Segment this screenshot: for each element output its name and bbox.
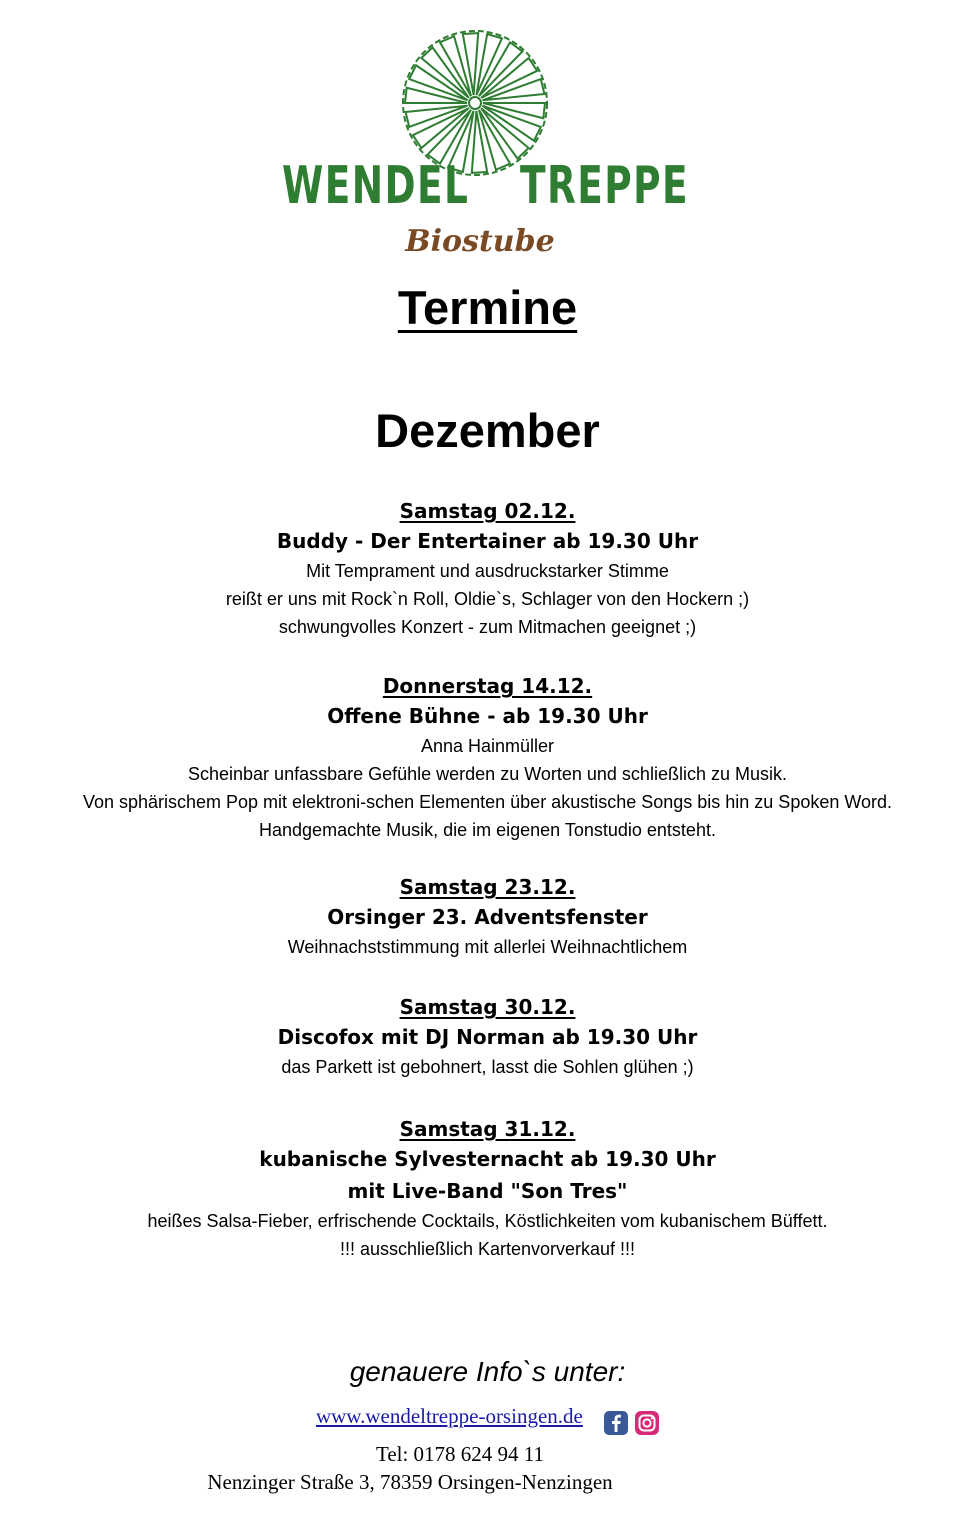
instagram-icon[interactable] — [635, 1410, 659, 1436]
info-heading: genauere Info`s unter: — [349, 1356, 626, 1387]
event-date: Samstag 23.12. — [399, 875, 576, 899]
event-line: heißes Salsa-Fieber, erfrischende Cocktails, Köstlichkeiten vom kubanischem Büffett. — [147, 1211, 828, 1231]
event-line: das Parkett ist gebohnert, lasst die Sohlen glühen ;) — [281, 1057, 694, 1077]
page-title: Termine — [397, 281, 578, 334]
logo-subtitle: Biostube — [405, 224, 555, 259]
event-line: Handgemachte Musik, die im eigenen Tonstudio entsteht. — [259, 820, 716, 840]
event-line: Von sphärischem Pop mit elektroni-schen Elementen über akustische Songs bis hin zu Spoken Word. — [82, 792, 893, 812]
month-heading: Dezember — [375, 404, 600, 457]
staircase-step — [405, 88, 467, 103]
event-title: Buddy - Der Entertainer ab 19.30 Uhr — [276, 529, 699, 553]
event-date: Samstag 30.12. — [399, 995, 576, 1019]
phone: Tel: 0178 624 94 11 — [375, 1442, 545, 1466]
website-row — [0, 1404, 975, 1434]
logo-word-right: TREPPE — [520, 156, 690, 216]
event-line: Weihnachststimmung mit allerlei Weihnachtlichem — [287, 937, 688, 957]
event-title: Orsinger 23. Adventsfenster — [327, 905, 648, 929]
event-title: kubanische Sylvesternacht ab 19.30 Uhr — [259, 1147, 716, 1171]
staircase-step — [483, 103, 545, 118]
social-icons — [602, 1410, 659, 1436]
event-line: !!! ausschließlich Kartenvorverkauf !!! — [339, 1239, 636, 1259]
event-item — [0, 993, 975, 1081]
event-date: Donnerstag 14.12. — [382, 674, 593, 698]
logo-word-left: WENDEL — [282, 156, 470, 216]
event-item — [0, 1115, 975, 1263]
event-item — [0, 873, 975, 961]
event-line: schwungvolles Konzert - zum Mitmachen geeignet ;) — [278, 617, 697, 637]
event-line: Anna Hainmüller — [420, 736, 555, 756]
address: Nenzinger Straße 3, 78359 Orsingen-Nenzingen — [207, 1470, 613, 1494]
website-link[interactable]: www.wendeltreppe-orsingen.de — [315, 1404, 583, 1428]
event-line: Mit Temprament und ausdruckstarker Stimme — [306, 561, 669, 581]
event-item — [0, 672, 975, 844]
logo — [280, 28, 690, 259]
event-date: Samstag 02.12. — [399, 499, 576, 523]
event-title: mit Live-Band "Son Tres" — [347, 1179, 628, 1203]
event-item — [0, 497, 975, 641]
event-date: Samstag 31.12. — [399, 1117, 576, 1141]
facebook-icon[interactable] — [604, 1410, 628, 1436]
event-line: Scheinbar unfassbare Gefühle werden zu Worten und schließlich zu Musik. — [188, 764, 787, 784]
event-title: Discofox mit DJ Norman ab 19.30 Uhr — [277, 1025, 698, 1049]
event-line: reißt er uns mit Rock`n Roll, Oldie`s, Schlager von den Hockern ;) — [225, 589, 750, 609]
event-title: Offene Bühne - ab 19.30 Uhr — [327, 704, 648, 728]
